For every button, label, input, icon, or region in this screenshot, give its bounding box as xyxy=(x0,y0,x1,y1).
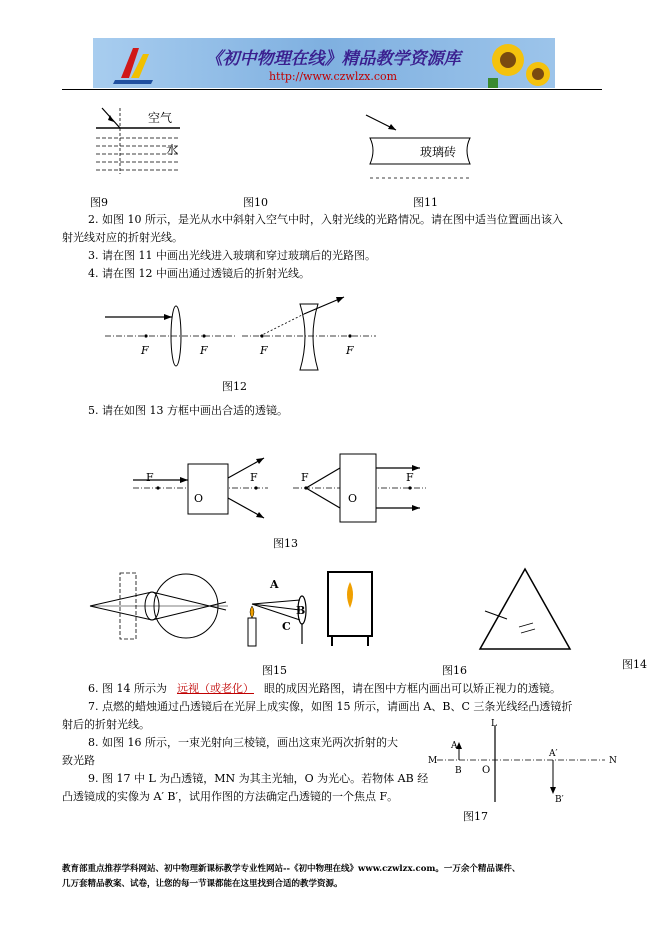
footer-line2: 几万套精品教案、试卷，让您的每一节课都能在这里找到合适的教学资源。 xyxy=(62,879,343,889)
fig12-focus-left: F xyxy=(141,344,149,357)
q5-text: 5. 请在如图 13 方框中画出合适的透镜。 xyxy=(88,404,288,417)
figure-15 xyxy=(240,568,375,650)
fig9-water-label: 水 xyxy=(166,143,179,157)
fig10-label: 图10 xyxy=(243,196,268,209)
q6-answer: 远视（或老化） xyxy=(176,682,254,695)
q2-line1: 2. 如图 10 所示，是光从水中斜射入空气中时，入射光线的光路情况。请在图中适当位置画出该入 xyxy=(88,213,563,226)
fig17-label-Bp: B′ xyxy=(555,795,564,805)
fig17-label-N: N xyxy=(609,756,617,766)
figure-9 xyxy=(88,102,188,182)
q6-prefix: 6. 图 14 所示为 xyxy=(88,682,167,695)
q2-line2: 射光线对应的折射光线。 xyxy=(62,231,183,244)
fig17-label-B: B xyxy=(455,766,462,776)
fig15-label-C: C xyxy=(282,620,291,633)
fig13-focus-1: F xyxy=(146,471,154,484)
fig9-label: 图9 xyxy=(90,196,108,209)
fig17-label: 图17 xyxy=(463,810,488,823)
fig14-label: 图14 xyxy=(622,658,647,671)
fig11-label: 图11 xyxy=(413,196,438,209)
header-banner xyxy=(93,38,555,88)
fig15-label-B: B xyxy=(296,604,306,617)
fig13-focus-2: F xyxy=(250,471,258,484)
q9-line1: 9. 图 17 中 L 为凸透镜，MN 为其主光轴，O 为光心。若物体 AB 经 xyxy=(88,772,429,785)
fig15-label: 图15 xyxy=(262,664,287,677)
fig12-focus-concave-right: F xyxy=(346,344,354,357)
q8-line2: 致光路 xyxy=(62,754,95,767)
figure-14 xyxy=(88,570,233,642)
fig17-label-Ap: A′ xyxy=(549,749,558,759)
fig11-glass-label: 玻璃砖 xyxy=(420,145,457,159)
fig17-label-M: M xyxy=(428,756,438,766)
q4-text: 4. 请在图 12 中画出通过透镜后的折射光线。 xyxy=(88,267,310,280)
fig13-center-2: O xyxy=(348,492,358,505)
figure-12 xyxy=(100,292,390,372)
fig13-center-1: O xyxy=(194,492,204,505)
fig13-focus-3: F xyxy=(301,471,309,484)
q6-text xyxy=(88,680,561,698)
q7-line1: 7. 点燃的蜡烛通过凸透镜后在光屏上成实像，如图 15 所示，请画出 A、B、C 三条光线经凸透镜折 xyxy=(88,700,573,713)
fig12-focus-concave-left: F xyxy=(260,344,268,357)
fig15-label-A: A xyxy=(270,578,279,591)
fig17-label-O: O xyxy=(482,765,491,776)
figure-11 xyxy=(358,110,478,182)
fig17-label-L: L xyxy=(491,719,497,729)
fig12-focus-right: F xyxy=(200,344,208,357)
q8-line1: 8. 如图 16 所示，一束光射向三棱镜，画出这束光两次折射的大 xyxy=(88,736,398,749)
fig12-label: 图12 xyxy=(222,380,247,393)
figure-16 xyxy=(475,563,575,653)
figure-13 xyxy=(128,450,428,530)
fig13-label: 图13 xyxy=(273,537,298,550)
fig16-label: 图16 xyxy=(442,664,467,677)
fig17-label-A: A xyxy=(451,741,458,751)
fig9-air-label: 空气 xyxy=(148,111,173,125)
footer-line1: 教育部重点推荐学科网站、初中物理新课标教学专业性网站--《初中物理在线》www.czwlzx.com。一万余个精品课件、 xyxy=(62,864,521,874)
fig13-focus-4: F xyxy=(406,471,414,484)
banner-url[interactable]: http://www.czwlzx.com xyxy=(268,70,398,83)
q9-line2: 凸透镜成的实像为 A′ B′，试用作图的方法确定凸透镜的一个焦点 F。 xyxy=(62,790,399,803)
banner-graphic xyxy=(93,38,555,88)
q7-line2: 射后的折射光线。 xyxy=(62,718,150,731)
q3-text: 3. 请在图 11 中画出光线进入玻璃和穿过玻璃后的光路图。 xyxy=(88,249,376,262)
q6-suffix: 眼的成因光路图，请在图中方框内画出可以矫正视力的透镜。 xyxy=(263,682,561,695)
header-rule xyxy=(62,89,602,90)
figure-17 xyxy=(425,718,625,806)
banner-title: 《初中物理在线》精品教学资源库 xyxy=(205,49,461,69)
